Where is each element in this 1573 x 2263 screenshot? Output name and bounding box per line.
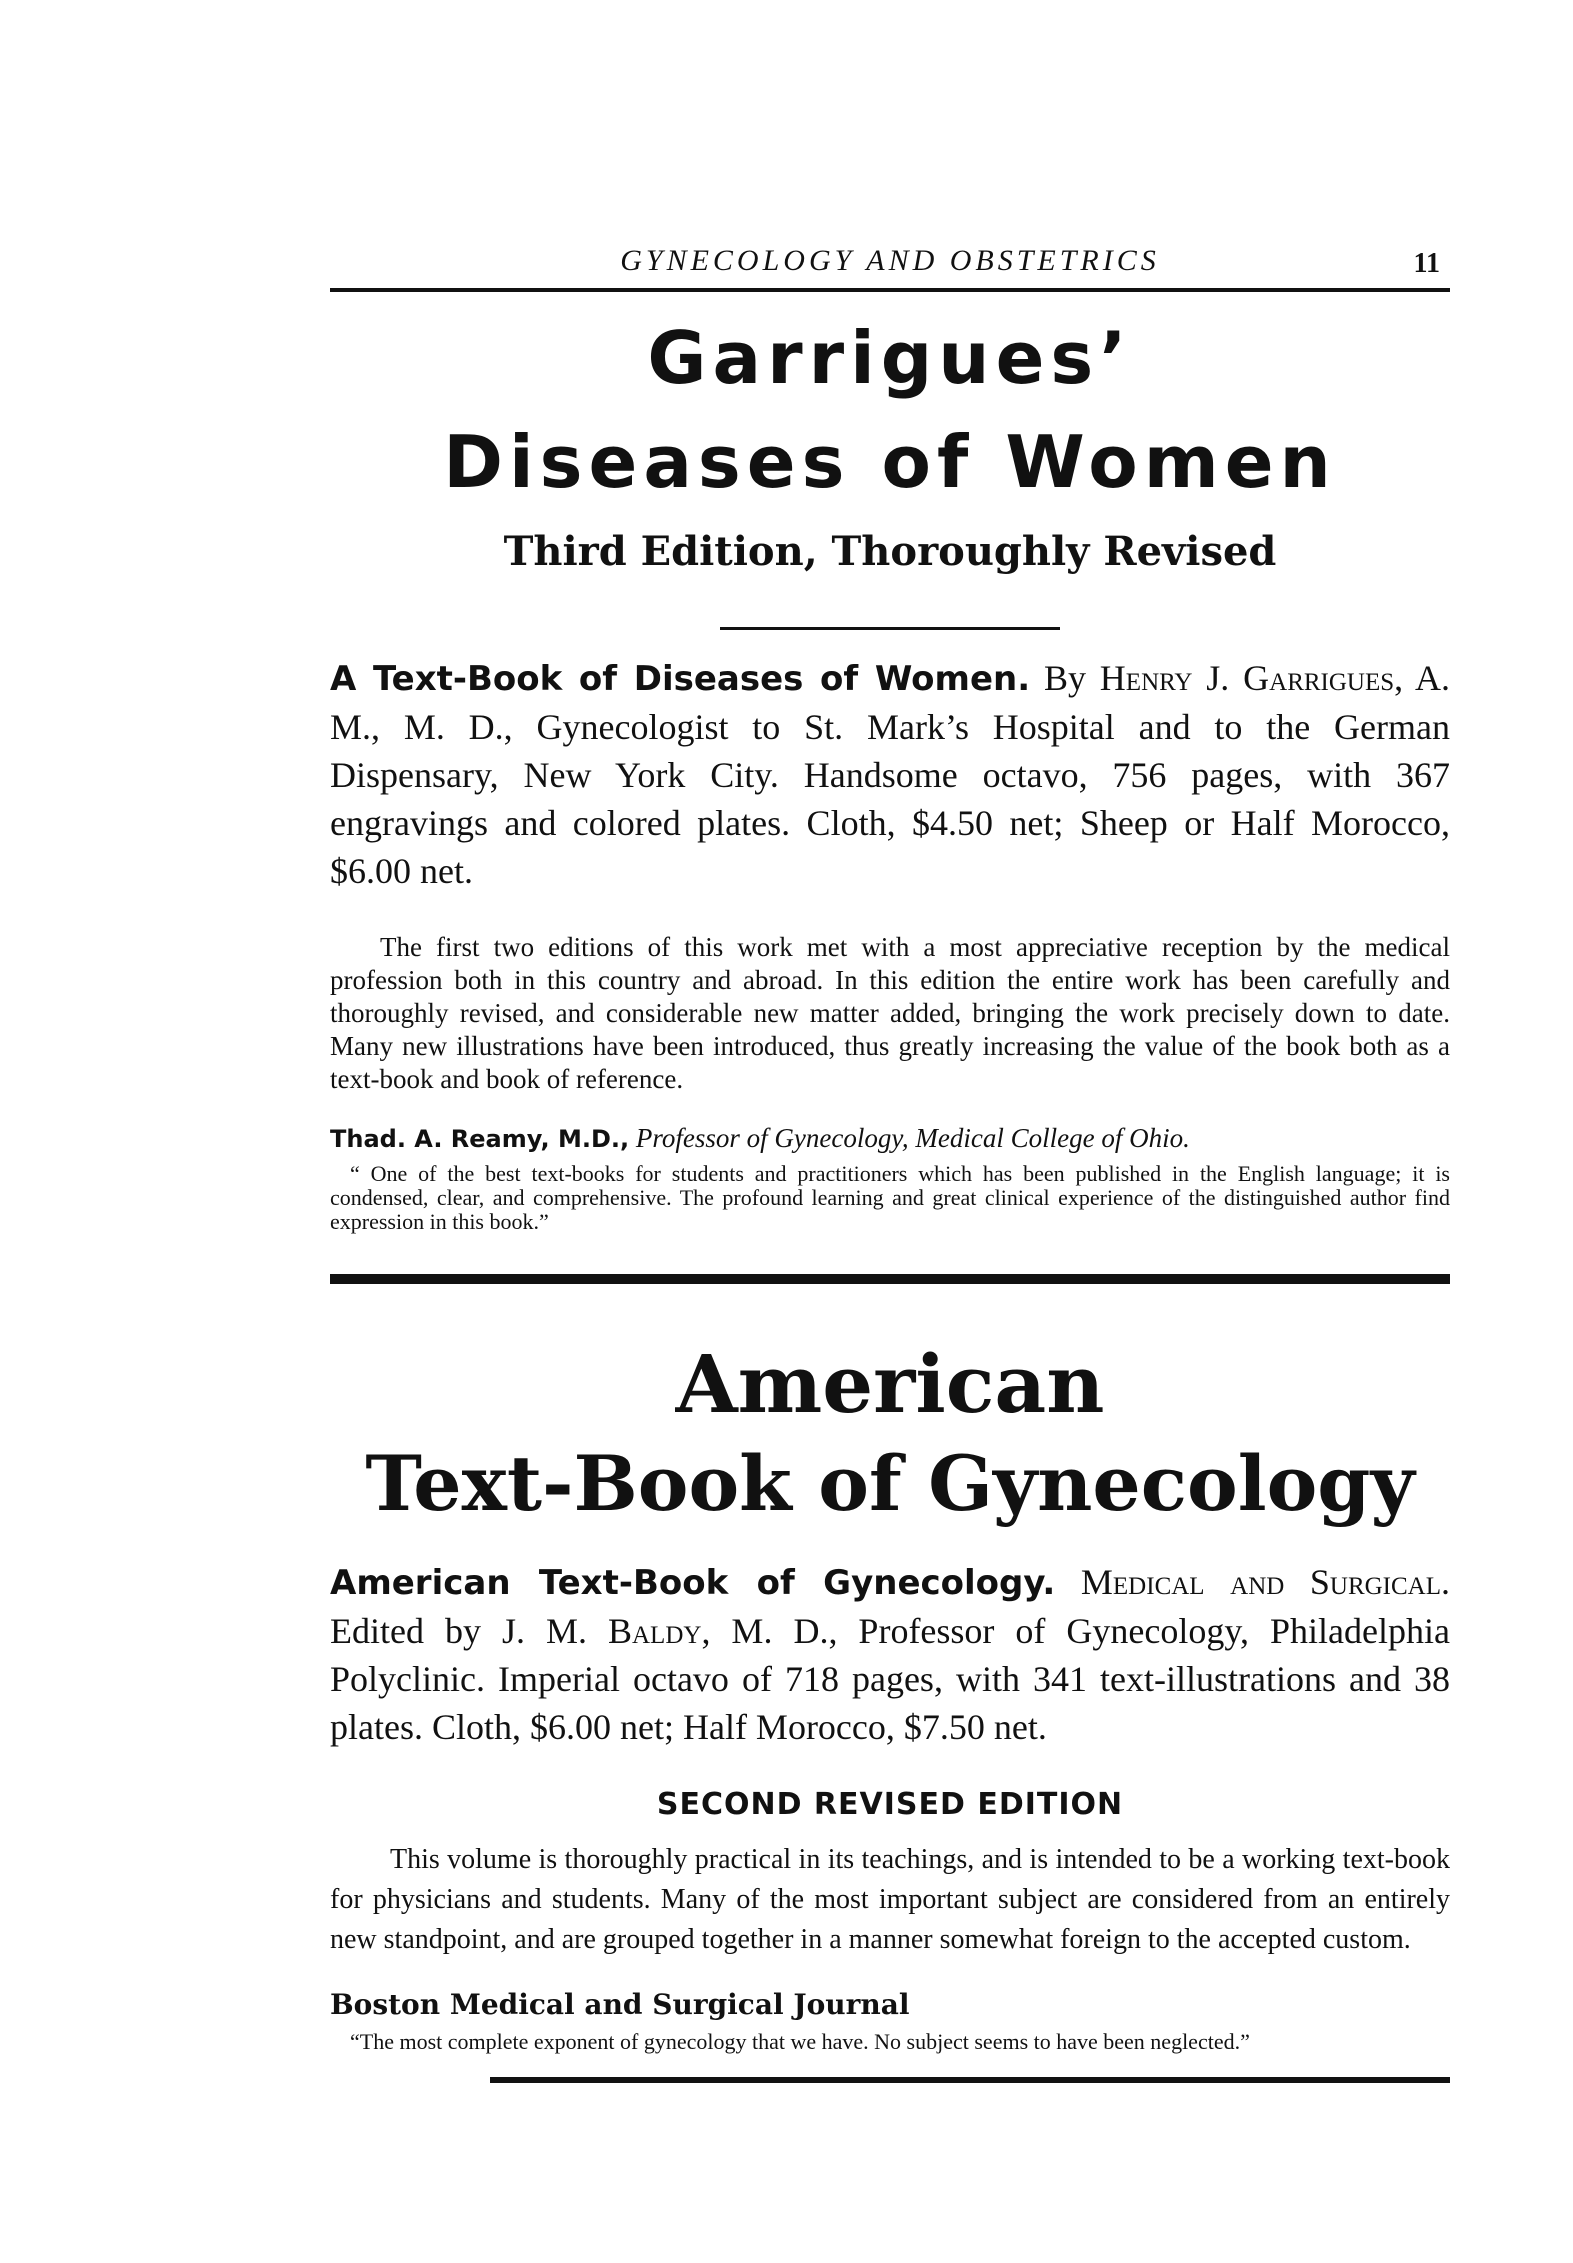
page-number: 11 <box>1413 248 1440 279</box>
ad1-reviewer-affiliation: Professor of Gynecology, Medical College of Ohio. <box>635 1123 1190 1153</box>
ad1-title-line2: Diseases of Women <box>443 420 1337 504</box>
ad1-author: Henry J. Garrigues <box>1099 658 1395 698</box>
ad1-by: By <box>1043 658 1086 698</box>
ad1-description <box>330 654 1450 895</box>
section-divider <box>330 1274 1450 1284</box>
running-title: GYNECOLOGY AND OBSTETRICS <box>620 244 1160 277</box>
ad2-reviewer: Boston Medical and Surgical Journal <box>330 1988 910 2021</box>
bottom-divider <box>490 2077 1450 2083</box>
ad2-subtitle: Medical and Surgical. <box>1080 1562 1450 1602</box>
ad2-edited-by: Edited by J. M. <box>330 1611 587 1651</box>
ad1-subtitle: Third Edition, Thoroughly Revised <box>503 528 1277 575</box>
ad1-blurb: The first two editions of this work met with a most appreciative reception by the medical profession both in this country and abroad. In this edition the entire work has been carefully and thoroughly revised, and considerable new matter added, bringing the work precisely down to date. Many new illustrations have been introduced, thus greatly increasing the value of the book both as a text-book and book of reference. <box>330 932 1450 1094</box>
ad2-title-line1: American <box>675 1337 1105 1431</box>
ad2-quote: “The most complete exponent of gynecology that we have. No subject seems to have been neglected.” <box>350 2029 1250 2054</box>
ad2-description-text: , M. D., Professor of Gynecology, Philadelphia Polyclinic. Imperial octavo of 718 pages, with 341 text-illustrations and 38 plates. Cloth, $6.00 net; Half Morocco, $7.50 net. <box>330 1611 1450 1747</box>
ad1-book-title: A Text-Book of Diseases of Women. <box>330 659 1031 699</box>
ad2-title-line2: Text-Book of Gynecology <box>365 1439 1415 1528</box>
ad1-quote: “ One of the best text-books for students and practitioners which has been published in the English language; it is condensed, clear, and comprehensive. The profound learning and great clinical experience of the distinguished author find expression in this book.” <box>330 1161 1450 1234</box>
ad2-editor: Baldy <box>607 1611 702 1651</box>
ad2-book-title: American Text-Book of Gynecology. <box>330 1563 1056 1603</box>
ad-garrigues <box>330 310 1450 1234</box>
ad1-reviewer-name: Thad. A. Reamy, M.D., <box>330 1125 630 1153</box>
ad1-review-header <box>330 1123 1450 1154</box>
running-header <box>330 240 1450 292</box>
ad-american-textbook <box>330 1334 1450 2083</box>
ad1-description-text: , A. M., M. D., Gynecologist to St. Mark’s Hospital and to the German Dispensary, New York City. Handsome octavo, 756 pages, with 367 engravings and colored plates. Cloth, $4.50 net; Sheep or Half Morocco, $6.00 net. <box>330 658 1450 891</box>
ad2-blurb: This volume is thoroughly practical in its teachings, and is intended to be a working text-book for physicians and students. Many of the most important subject are considered from an entirely new standpoint, and are grouped together in a manner somewhat foreign to the accepted custom. <box>330 1844 1450 1955</box>
ad2-edition: SECOND REVISED EDITION <box>656 1787 1124 1822</box>
divider <box>720 627 1060 630</box>
document-page <box>330 240 1450 2083</box>
ad1-title-line1: Garrigues’ <box>647 316 1133 400</box>
ad2-description <box>330 1558 1450 1751</box>
